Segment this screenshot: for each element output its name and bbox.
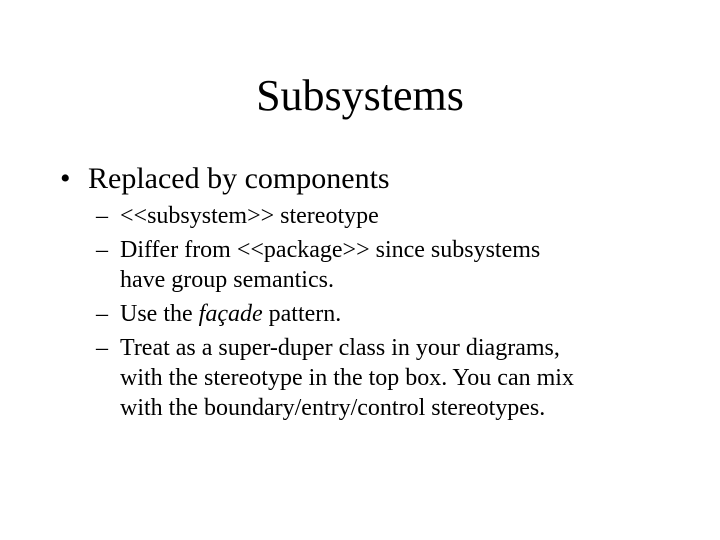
sub-bullet-item (96, 235, 696, 295)
sub-bullet-line: <<subsystem>> stereotype (120, 203, 379, 229)
sub-bullet-item (96, 299, 696, 329)
sub-bullet-line: have group semantics. (120, 267, 334, 293)
bullet-item (60, 159, 390, 199)
emphasized-term: façade (198, 301, 263, 327)
sub-bullet-line: Treat as a super-duper class in your diagrams, (120, 335, 560, 361)
sub-bullet-list (96, 201, 696, 427)
slide-title: Subsystems (256, 71, 464, 120)
sub-bullet-item (96, 201, 696, 231)
sub-bullet-line (120, 299, 696, 329)
dash-marker: – (96, 203, 108, 229)
text-segment: Use the (120, 301, 199, 327)
dash-marker: – (96, 237, 108, 263)
sub-bullet-item (96, 333, 696, 423)
dash-marker: – (96, 301, 108, 327)
text-segment: pattern. (262, 301, 342, 327)
bullet-marker: • (60, 162, 71, 195)
bullet-text: Replaced by components (88, 162, 390, 195)
sub-bullet-line: with the stereotype in the top box. You can mix (120, 365, 574, 391)
dash-marker: – (96, 335, 108, 361)
sub-bullet-line: Differ from <<package>> since subsystems (120, 237, 541, 263)
sub-bullet-line: with the boundary/entry/control stereotypes. (120, 395, 546, 421)
